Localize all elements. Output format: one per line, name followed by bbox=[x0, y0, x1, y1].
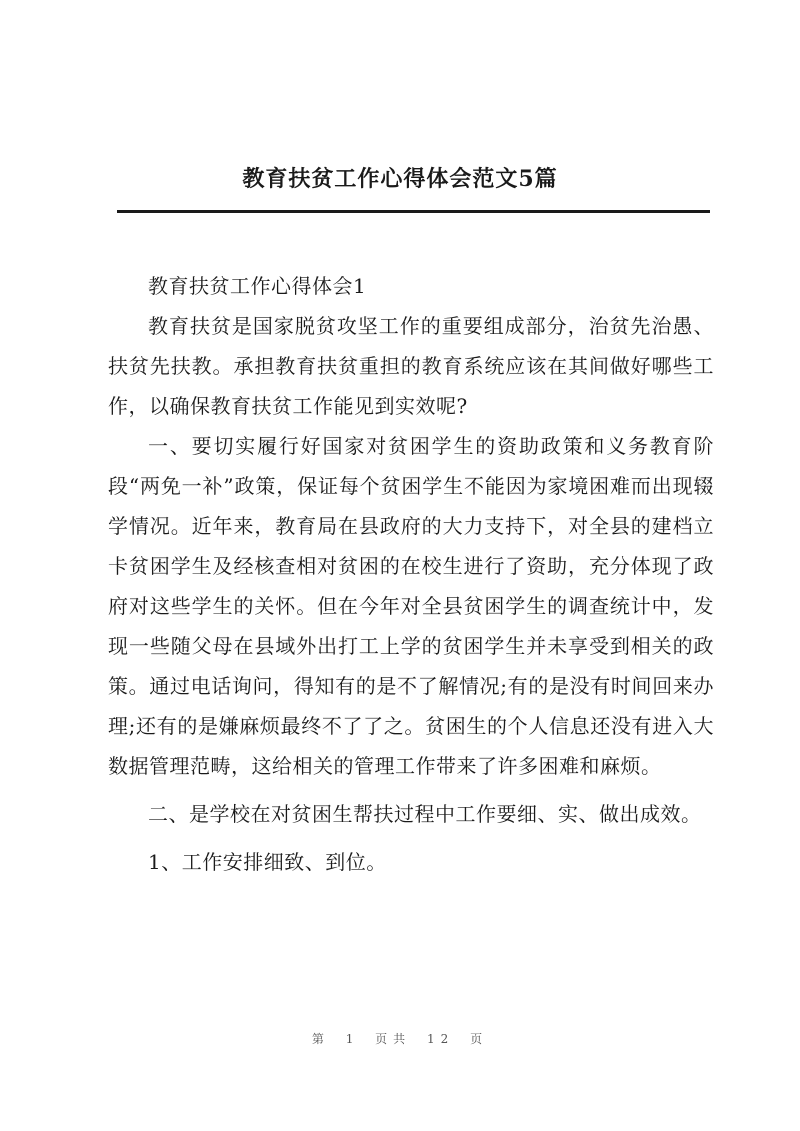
document-title: 教育扶贫工作心得体会范文5篇 bbox=[242, 166, 558, 192]
title-underline bbox=[117, 210, 710, 213]
paragraph-intro: 教育扶贫是国家脱贫攻坚工作的重要组成部分，治贫先治愚、扶贫先扶教。承担教育扶贫重担的教育系统应该在其间做好哪些工作，以确保教育扶贫工作能见到实效呢? bbox=[108, 314, 714, 418]
paragraph-point-one: 一、要切实履行好国家对贫困学生的资助政策和义务教育阶段“两免一补”政策，保证每个贫困学生不能因为家境困难而出现辍学情况。近年来，教育局在县政府的大力支持下，对全县的建档立卡贫困学生及经核查相对贫困的在校生进行了资助，充分体现了政府对这些学生的关怀。但在今年对全县贫困学生的调查统计中，发现一些随父母在县域外出打工上学的贫困学生并未享受到相关的政策。通过电话询问，得知有的是不了解情况;有的是没有时间回来办理;还有的是嫌麻烦最终不了了之。贫困生的个人信息还没有进入大数据管理范畴，这给相关的管理工作带来了许多困难和麻烦。 bbox=[108, 434, 714, 778]
paragraph-point-two: 二、是学校在对贫困生帮扶过程中工作要细、实、做出成效。 bbox=[148, 802, 702, 826]
section-heading: 教育扶贫工作心得体会1 bbox=[148, 274, 367, 298]
page-number-footer: 第 1 页共 12 页 bbox=[311, 1032, 489, 1046]
paragraph-subpoint-one: 1、工作安排细致、到位。 bbox=[148, 850, 387, 874]
document-body bbox=[108, 266, 714, 882]
